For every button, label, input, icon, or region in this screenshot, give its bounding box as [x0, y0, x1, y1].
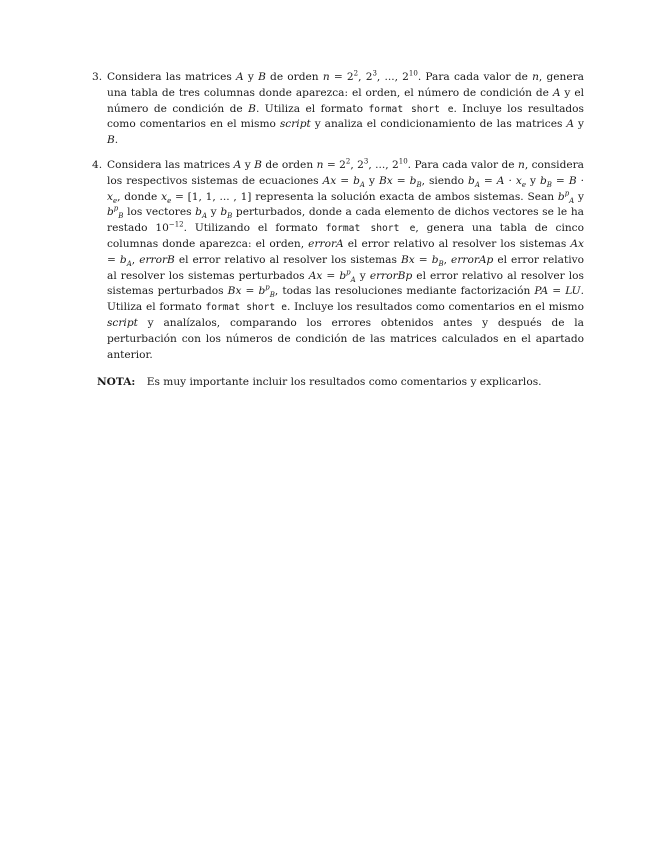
exercise-item-3	[92, 70, 584, 149]
note	[97, 375, 587, 391]
note-text: Es muy importante incluir los resultados como comentarios y explicarlos.	[146, 376, 542, 388]
item-number: 3.	[92, 71, 103, 83]
exercise-text: Considera las matrices A y B de orden $n = 2^2$, $2^3$, ..., $2^{10}$. Para cada valor de n, considera los respectivos sistemas de ecuaciones $Ax = b_A$ y $Bx = b_B$, siendo $b_A = A \cdot x_e$ y $b_B = B \cdot x_e$, donde $x_e = [1$, 1, ... , 1] representa la solución exacta de ambos sistemas. Sean $b^p_A$ y $b^p_B$ los vectores $b_A$ y $b_B$ perturbados, donde a cada elemento de dichos vectores se le ha restado $10^{-12}$. Utilizando el formato format short e, genera una tabla de cinco columnas donde aparezca: el orden, errorA el error relativo al resolver los sistemas $Ax = b_A$, errorB el error relativo al resolver los sistemas $Bx = b_B$, errorAp el error relativo al resolver los sistemas perturbados $Ax = b^p_A$ y errorBp el error relativo al resolver los sistemas perturbados $Bx = b^p_B$, todas las resoluciones mediante factorización PA = LU. Utiliza el formato format short e. Incluye los resultados como comentarios en el mismo script y analízalos, comparando los errores obtenidos antes y después de la perturbación con los números de condición de las matrices calculados en el apartado anterior.	[107, 157, 585, 361]
exercise-text: Considera las matrices A y B de orden $n = 2^2$, $2^3$, ..., $2^{10}$. Para cada valor de n, genera una tabla de tres columnas donde aparezca: el orden, el número de condición de A y el número de condición de B. Utiliza el formato format short e. Incluye los resultados como comentarios en el mismo script y analiza el condicionamiento de las matrices A y B.	[107, 69, 585, 147]
exercise-item-4	[92, 158, 584, 363]
note-label: NOTA:	[97, 376, 136, 388]
item-number: 4.	[92, 159, 103, 171]
